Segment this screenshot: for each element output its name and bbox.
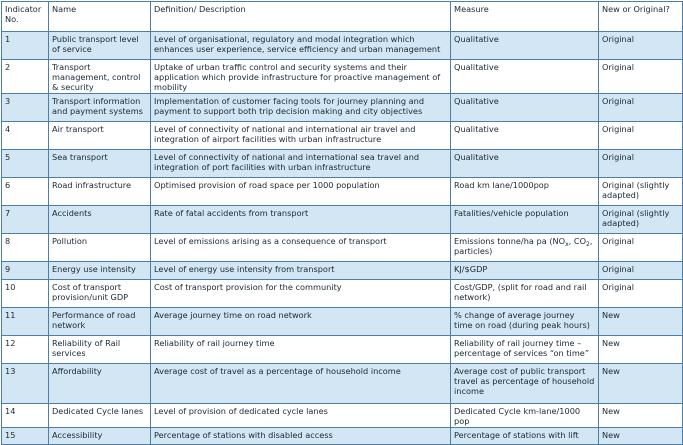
cell-indicator-no: 9 [2,262,49,280]
cell-definition: Reliability of rail journey time [151,336,451,364]
cell-status: Original (slightly adapted) [599,178,683,206]
cell-indicator-no: 13 [2,364,49,404]
measure-subscript-x: x [565,241,569,248]
cell-definition: Implementation of customer facing tools for journey planning and payment to support both trip decision making and city objectives [151,94,451,122]
table-row [2,262,683,280]
cell-measure: Qualitative [451,60,599,94]
cell-indicator-no: 2 [2,60,49,94]
table-row [2,428,683,445]
cell-status: New [599,404,683,428]
table-row [2,404,683,428]
cell-definition: Level of energy use intensity from transport [151,262,451,280]
cell-name: Air transport [49,122,151,150]
cell-measure: Fatalities/vehicle population [451,206,599,234]
cell-measure: Reliability of rail journey time – percentage of services “on time” [451,336,599,364]
cell-name: Cost of transport provision/unit GDP [49,280,151,308]
cell-status: Original [599,122,683,150]
cell-measure: Qualitative [451,32,599,60]
cell-measure: Qualitative [451,150,599,178]
measure-subscript-2: 2 [586,241,590,248]
measure-separator-text: , CO [568,236,587,246]
cell-name: Road infrastructure [49,178,151,206]
cell-indicator-no: 12 [2,336,49,364]
cell-definition: Uptake of urban traffic control and security systems and their application which provide infrastructure for proactive management of mobility [151,60,451,94]
table-row [2,122,683,150]
table-row [2,94,683,122]
cell-status: Original (slightly adapted) [599,206,683,234]
header-name: Name [49,2,151,32]
table-row [2,280,683,308]
cell-definition: Average cost of travel as a percentage of household income [151,364,451,404]
table-row [2,178,683,206]
cell-definition: Level of connectivity of national and international sea travel and integration of port facilities with urban infrastructure [151,150,451,178]
table-header-row [2,2,683,32]
table-row [2,60,683,94]
cell-measure: Dedicated Cycle km-lane/1000 pop [451,404,599,428]
cell-measure: Cost/GDP, (split for road and rail network) [451,280,599,308]
cell-status: Original [599,94,683,122]
cell-name: Transport information and payment systems [49,94,151,122]
cell-definition: Level of connectivity of national and international air travel and integration of airport facilities with urban infrastructure [151,122,451,150]
cell-definition: Average journey time on road network [151,308,451,336]
cell-indicator-no: 3 [2,94,49,122]
cell-status: Original [599,150,683,178]
cell-measure: Road km lane/1000pop [451,178,599,206]
cell-name: Transport management, control & security [49,60,151,94]
table-row [2,234,683,262]
cell-status: New [599,364,683,404]
cell-name: Accidents [49,206,151,234]
cell-indicator-no: 6 [2,178,49,206]
cell-status: Original [599,234,683,262]
cell-status: New [599,336,683,364]
table-row [2,308,683,336]
cell-status: Original [599,262,683,280]
cell-name: Dedicated Cycle lanes [49,404,151,428]
indicators-table [1,1,683,445]
cell-name: Reliability of Rail services [49,336,151,364]
cell-status: Original [599,32,683,60]
cell-definition: Cost of transport provision for the community [151,280,451,308]
header-measure: Measure [451,2,599,32]
cell-definition: Level of provision of dedicated cycle lanes [151,404,451,428]
cell-measure: Percentage of stations with lift [451,428,599,445]
cell-status: New [599,308,683,336]
measure-main-text: Emissions tonne/ha pa (NO [454,236,566,246]
cell-definition: Rate of fatal accidents from transport [151,206,451,234]
cell-name: Pollution [49,234,151,262]
cell-measure: Qualitative [451,122,599,150]
cell-measure [451,234,599,262]
cell-measure: KJ/$GDP [451,262,599,280]
cell-status: Original [599,60,683,94]
cell-definition: Optimised provision of road space per 1000 population [151,178,451,206]
cell-name: Accessibility [49,428,151,445]
header-indicator-no: Indicator No. [2,2,49,32]
cell-indicator-no: 1 [2,32,49,60]
cell-indicator-no: 15 [2,428,49,445]
measure-tail-text: , particles) [454,236,593,256]
header-new-or-original: New or Original? [599,2,683,32]
cell-indicator-no: 14 [2,404,49,428]
table-row [2,206,683,234]
table-row [2,32,683,60]
cell-indicator-no: 8 [2,234,49,262]
cell-name: Sea transport [49,150,151,178]
cell-name: Public transport level of service [49,32,151,60]
cell-name: Performance of road network [49,308,151,336]
cell-indicator-no: 4 [2,122,49,150]
cell-measure: Average cost of public transport travel as percentage of household income [451,364,599,404]
cell-indicator-no: 10 [2,280,49,308]
cell-indicator-no: 11 [2,308,49,336]
cell-status: Original [599,280,683,308]
cell-measure: Qualitative [451,94,599,122]
cell-definition: Percentage of stations with disabled access [151,428,451,445]
cell-status: New [599,428,683,445]
cell-definition: Level of emissions arising as a consequence of transport [151,234,451,262]
table-row [2,336,683,364]
cell-measure: % change of average journey time on road (during peak hours) [451,308,599,336]
cell-indicator-no: 5 [2,150,49,178]
cell-name: Energy use intensity [49,262,151,280]
cell-name: Affordability [49,364,151,404]
cell-definition: Level of organisational, regulatory and modal integration which enhances user experience, service efficiency and urban management [151,32,451,60]
table-row [2,364,683,404]
cell-indicator-no: 7 [2,206,49,234]
header-definition: Definition/ Description [151,2,451,32]
table-row [2,150,683,178]
